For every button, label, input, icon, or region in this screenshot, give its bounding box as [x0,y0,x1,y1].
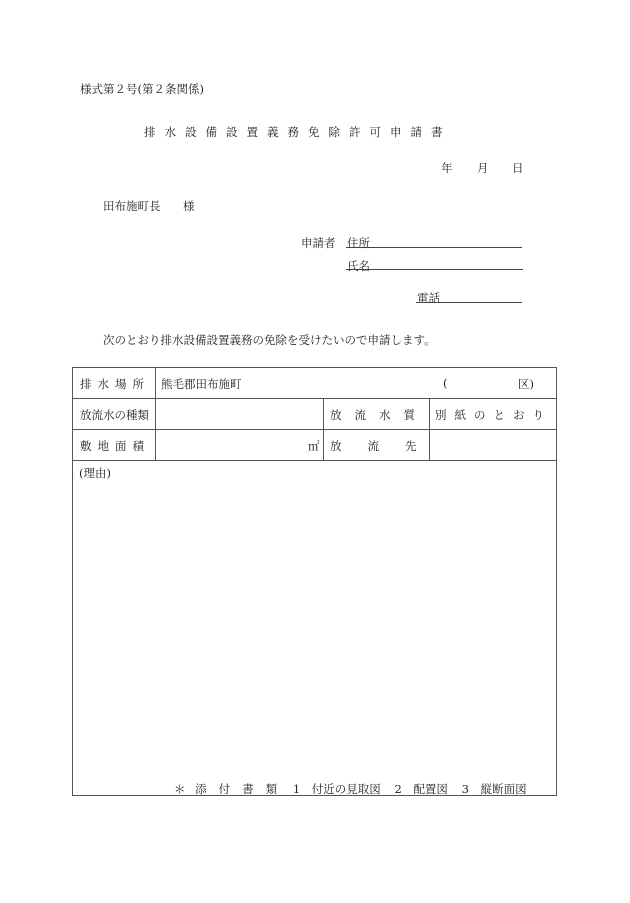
attachment-num-2: 2 [394,782,402,796]
ward-paren-open: ( [443,376,448,390]
date-month-label: 月 [477,161,489,175]
drain-location-value[interactable]: 熊毛郡田布施町 [161,377,242,391]
form-number: 様式第２号(第２条関係) [80,82,204,96]
discharge-type-field[interactable] [161,399,321,428]
intro-text: 次のとおり排水設備設置義務の免除を受けたいので申請します。 [103,333,436,347]
row-divider [73,460,556,461]
page-title: 排水設備設置義務免除許可申請書 [144,125,452,139]
name-field[interactable] [346,269,523,270]
attachment-longitudinal-section: 縦断面図 [480,782,527,796]
reason-label: (理由) [79,466,111,480]
addressee-honorific: 様 [183,199,195,213]
phone-field[interactable] [416,302,522,303]
discharge-type-label: 放流水の種類 [80,408,149,422]
date-year-label: 年 [441,161,453,175]
attachment-num-1: 1 [292,782,301,796]
address-field[interactable] [346,247,522,248]
site-area-label: 敷地面積 [80,439,150,453]
ward-label: 区) [518,377,534,391]
destination-label: 放流先 [330,439,443,453]
water-quality-label: 放流水質 [330,408,428,422]
water-quality-value: 別紙のとおり [435,408,552,422]
applicant-label: 申請者 [301,236,336,250]
col-divider [155,368,156,460]
area-unit: ㎡ [308,439,320,453]
date-day-label: 日 [512,161,524,175]
attachments-line [174,781,527,797]
name-label: 氏名 [347,259,370,273]
attachment-num-3: 3 [461,782,469,796]
reason-field[interactable] [79,483,549,773]
addressee-name: 田布施町長 [103,199,161,213]
col-divider [323,398,324,460]
asterisk-icon: ＊ [174,782,186,796]
phone-label: 電話 [417,291,440,305]
destination-field[interactable] [433,430,553,459]
drain-location-label: 排水場所 [80,377,150,391]
attachment-vicinity-map: 付近の見取図 [311,782,381,796]
site-area-field[interactable] [161,430,301,459]
attachments-label: 添付書類 [195,782,290,796]
attachment-layout-plan: 配置図 [413,782,448,796]
application-table [72,367,557,796]
address-label: 住所 [347,236,370,250]
